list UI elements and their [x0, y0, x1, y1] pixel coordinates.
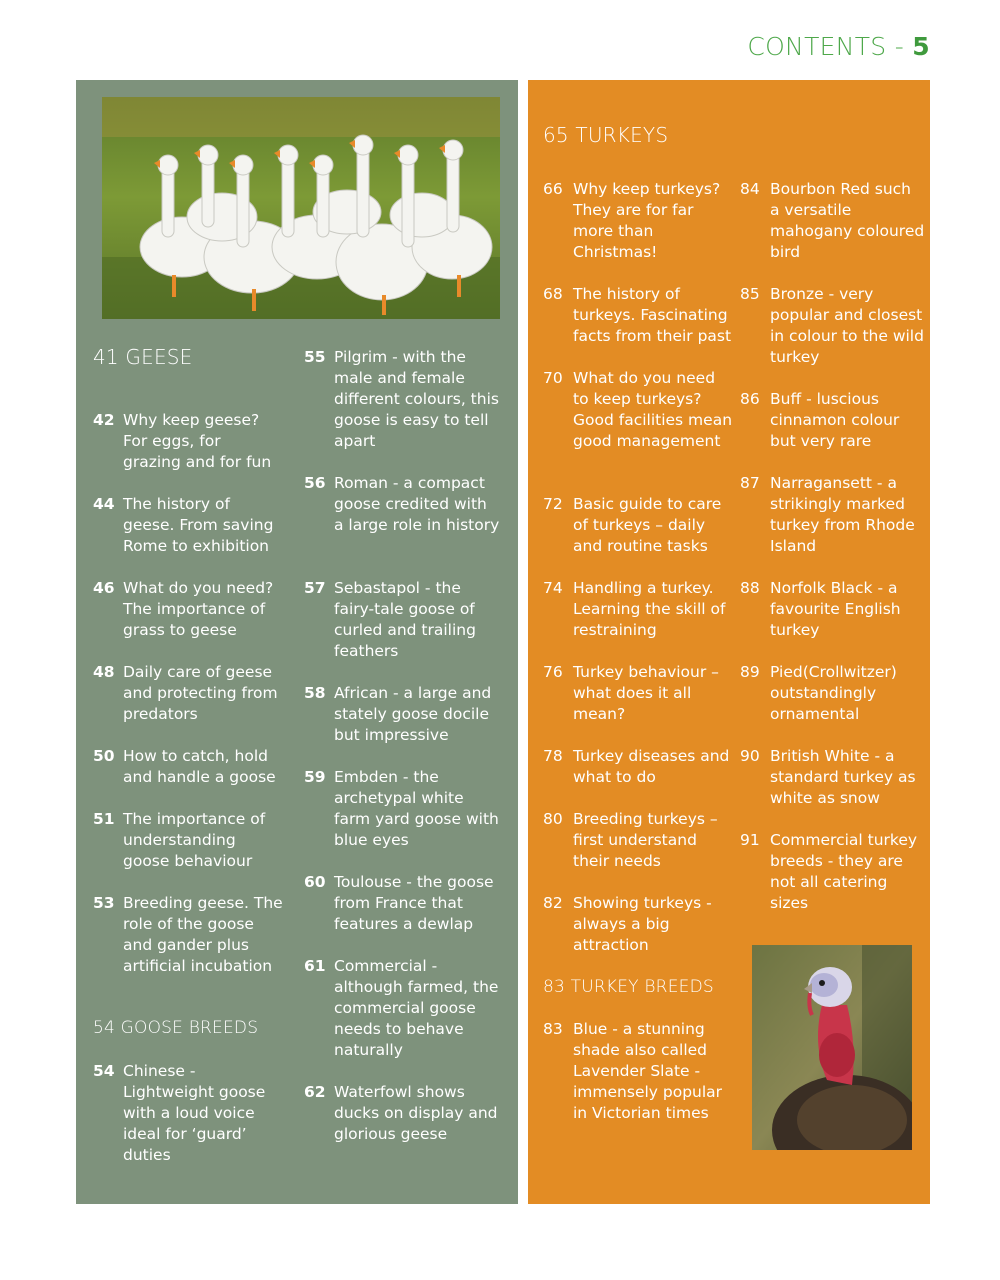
turkey-photo — [752, 945, 912, 1150]
item-text: British White - a standard turkey as white as snow — [770, 747, 916, 807]
item-text: Breeding geese. The role of the goose and gander plus artificial incubation — [123, 894, 283, 975]
list-item — [740, 746, 925, 809]
item-text: Showing turkeys - always a big attraction — [573, 894, 712, 954]
list-item — [304, 347, 500, 452]
item-page: 55 — [304, 348, 326, 366]
list-item — [543, 893, 733, 956]
list-item — [93, 893, 283, 977]
header-label: CONTENTS - — [747, 32, 913, 61]
item-page: 85 — [740, 285, 760, 303]
item-text: Embden - the archetypal white farm yard goose with blue eyes — [334, 768, 499, 849]
item-page: 87 — [740, 474, 760, 492]
item-text: Commercial - although farmed, the commercial goose needs to behave naturally — [334, 957, 499, 1059]
list-item — [304, 1082, 500, 1145]
list-item — [304, 683, 500, 746]
turkey-breeds-title: 83 TURKEY BREEDS — [543, 977, 714, 997]
item-text: Bronze - very popular and closest in colour to the wild turkey — [770, 285, 924, 366]
item-text: Sebastapol - the fairy-tale goose of curled and trailing feathers — [334, 579, 476, 660]
item-page: 44 — [93, 495, 115, 513]
item-page: 70 — [543, 369, 563, 387]
list-item — [740, 389, 925, 452]
list-item — [93, 746, 283, 788]
item-page: 60 — [304, 873, 326, 891]
item-page: 86 — [740, 390, 760, 408]
item-text: What do you need to keep turkeys? Good facilities mean good management — [573, 369, 733, 450]
list-item — [543, 746, 733, 788]
item-page: 62 — [304, 1083, 326, 1101]
list-item — [543, 662, 733, 725]
item-page: 46 — [93, 579, 115, 597]
item-page: 59 — [304, 768, 326, 786]
item-page: 76 — [543, 663, 563, 681]
item-text: Waterfowl shows ducks on display and glorious geese — [334, 1083, 498, 1143]
item-page: 50 — [93, 747, 115, 765]
list-item — [304, 578, 500, 662]
list-item — [543, 494, 733, 557]
item-page: 57 — [304, 579, 326, 597]
item-page: 82 — [543, 894, 563, 912]
item-page: 90 — [740, 747, 760, 765]
item-text: The importance of understanding goose behaviour — [123, 810, 266, 870]
item-page: 83 — [543, 1020, 563, 1038]
item-page: 66 — [543, 180, 563, 198]
list-item — [93, 1061, 283, 1166]
geese-photo — [102, 97, 500, 319]
list-item — [543, 368, 733, 452]
item-text: Turkey behaviour – what does it all mean? — [573, 663, 719, 723]
item-text: How to catch, hold and handle a goose — [123, 747, 276, 786]
item-page: 61 — [304, 957, 326, 975]
turkeys-section-title: 65 TURKEYS — [543, 123, 669, 147]
item-page: 91 — [740, 831, 760, 849]
list-item — [740, 578, 925, 641]
item-text: Toulouse - the goose from France that features a dewlap — [334, 873, 494, 933]
list-item — [93, 809, 283, 872]
item-page: 68 — [543, 285, 563, 303]
item-text: Pied(Crollwitzer) outstandingly ornamental — [770, 663, 897, 723]
list-item — [543, 1019, 733, 1124]
page-number: 5 — [912, 32, 930, 61]
list-item — [740, 284, 925, 368]
item-page: 48 — [93, 663, 115, 681]
list-item — [93, 410, 283, 473]
item-text: What do you need? The importance of grass to geese — [123, 579, 274, 639]
item-text: The history of turkeys. Fascinating facts from their past — [573, 285, 732, 345]
item-text: Breeding turkeys – first understand their needs — [573, 810, 718, 870]
geese-panel — [76, 80, 518, 1204]
item-text: The history of geese. From saving Rome to exhibition — [123, 495, 274, 555]
list-item — [304, 767, 500, 851]
item-page: 58 — [304, 684, 326, 702]
item-page: 88 — [740, 579, 760, 597]
item-text: Daily care of geese and protecting from predators — [123, 663, 278, 723]
page-header — [747, 32, 930, 61]
item-text: Roman - a compact goose credited with a large role in history — [334, 474, 500, 534]
list-item — [543, 179, 733, 263]
list-item — [740, 473, 925, 557]
item-text: Bourbon Red such a versatile mahogany coloured bird — [770, 180, 925, 261]
item-text: Why keep turkeys? They are for far more than Christmas! — [573, 180, 721, 261]
item-text: Chinese - Lightweight goose with a loud voice ideal for ‘guard’ duties — [123, 1062, 266, 1164]
item-page: 80 — [543, 810, 563, 828]
item-page: 56 — [304, 474, 326, 492]
item-text: Basic guide to care of turkeys – daily and routine tasks — [573, 495, 722, 555]
list-item — [740, 179, 925, 263]
item-page: 54 — [93, 1062, 115, 1080]
list-item — [93, 578, 283, 641]
item-page: 42 — [93, 411, 115, 429]
geese-section-title: 41 GEESE — [93, 345, 193, 369]
list-item — [543, 809, 733, 872]
list-item — [93, 494, 283, 557]
item-page: 84 — [740, 180, 760, 198]
item-text: Turkey diseases and what to do — [573, 747, 730, 786]
item-page: 74 — [543, 579, 563, 597]
item-page: 78 — [543, 747, 563, 765]
item-text: Handling a turkey. Learning the skill of restraining — [573, 579, 726, 639]
item-page: 53 — [93, 894, 115, 912]
list-item — [304, 473, 500, 536]
item-page: 89 — [740, 663, 760, 681]
item-text: Pilgrim - with the male and female different colours, this goose is easy to tell apart — [334, 348, 499, 450]
goose-breeds-title: 54 GOOSE BREEDS — [93, 1018, 259, 1038]
list-item — [304, 872, 500, 935]
item-text: Buff - luscious cinnamon colour but very rare — [770, 390, 900, 450]
list-item — [93, 662, 283, 725]
turkeys-panel — [528, 80, 930, 1204]
item-page: 51 — [93, 810, 115, 828]
item-text: Commercial turkey breeds - they are not all catering sizes — [770, 831, 918, 912]
item-page: 72 — [543, 495, 563, 513]
item-text: Norfolk Black - a favourite English turkey — [770, 579, 901, 639]
list-item — [740, 662, 925, 725]
item-text: Narragansett - a strikingly marked turkey from Rhode Island — [770, 474, 915, 555]
list-item — [740, 830, 925, 914]
item-text: Blue - a stunning shade also called Lavender Slate - immensely popular in Victorian times — [573, 1020, 723, 1122]
list-item — [304, 956, 500, 1061]
list-item — [543, 284, 733, 347]
item-text: African - a large and stately goose docile but impressive — [334, 684, 492, 744]
item-text: Why keep geese? For eggs, for grazing and for fun — [123, 411, 272, 471]
list-item — [543, 578, 733, 641]
